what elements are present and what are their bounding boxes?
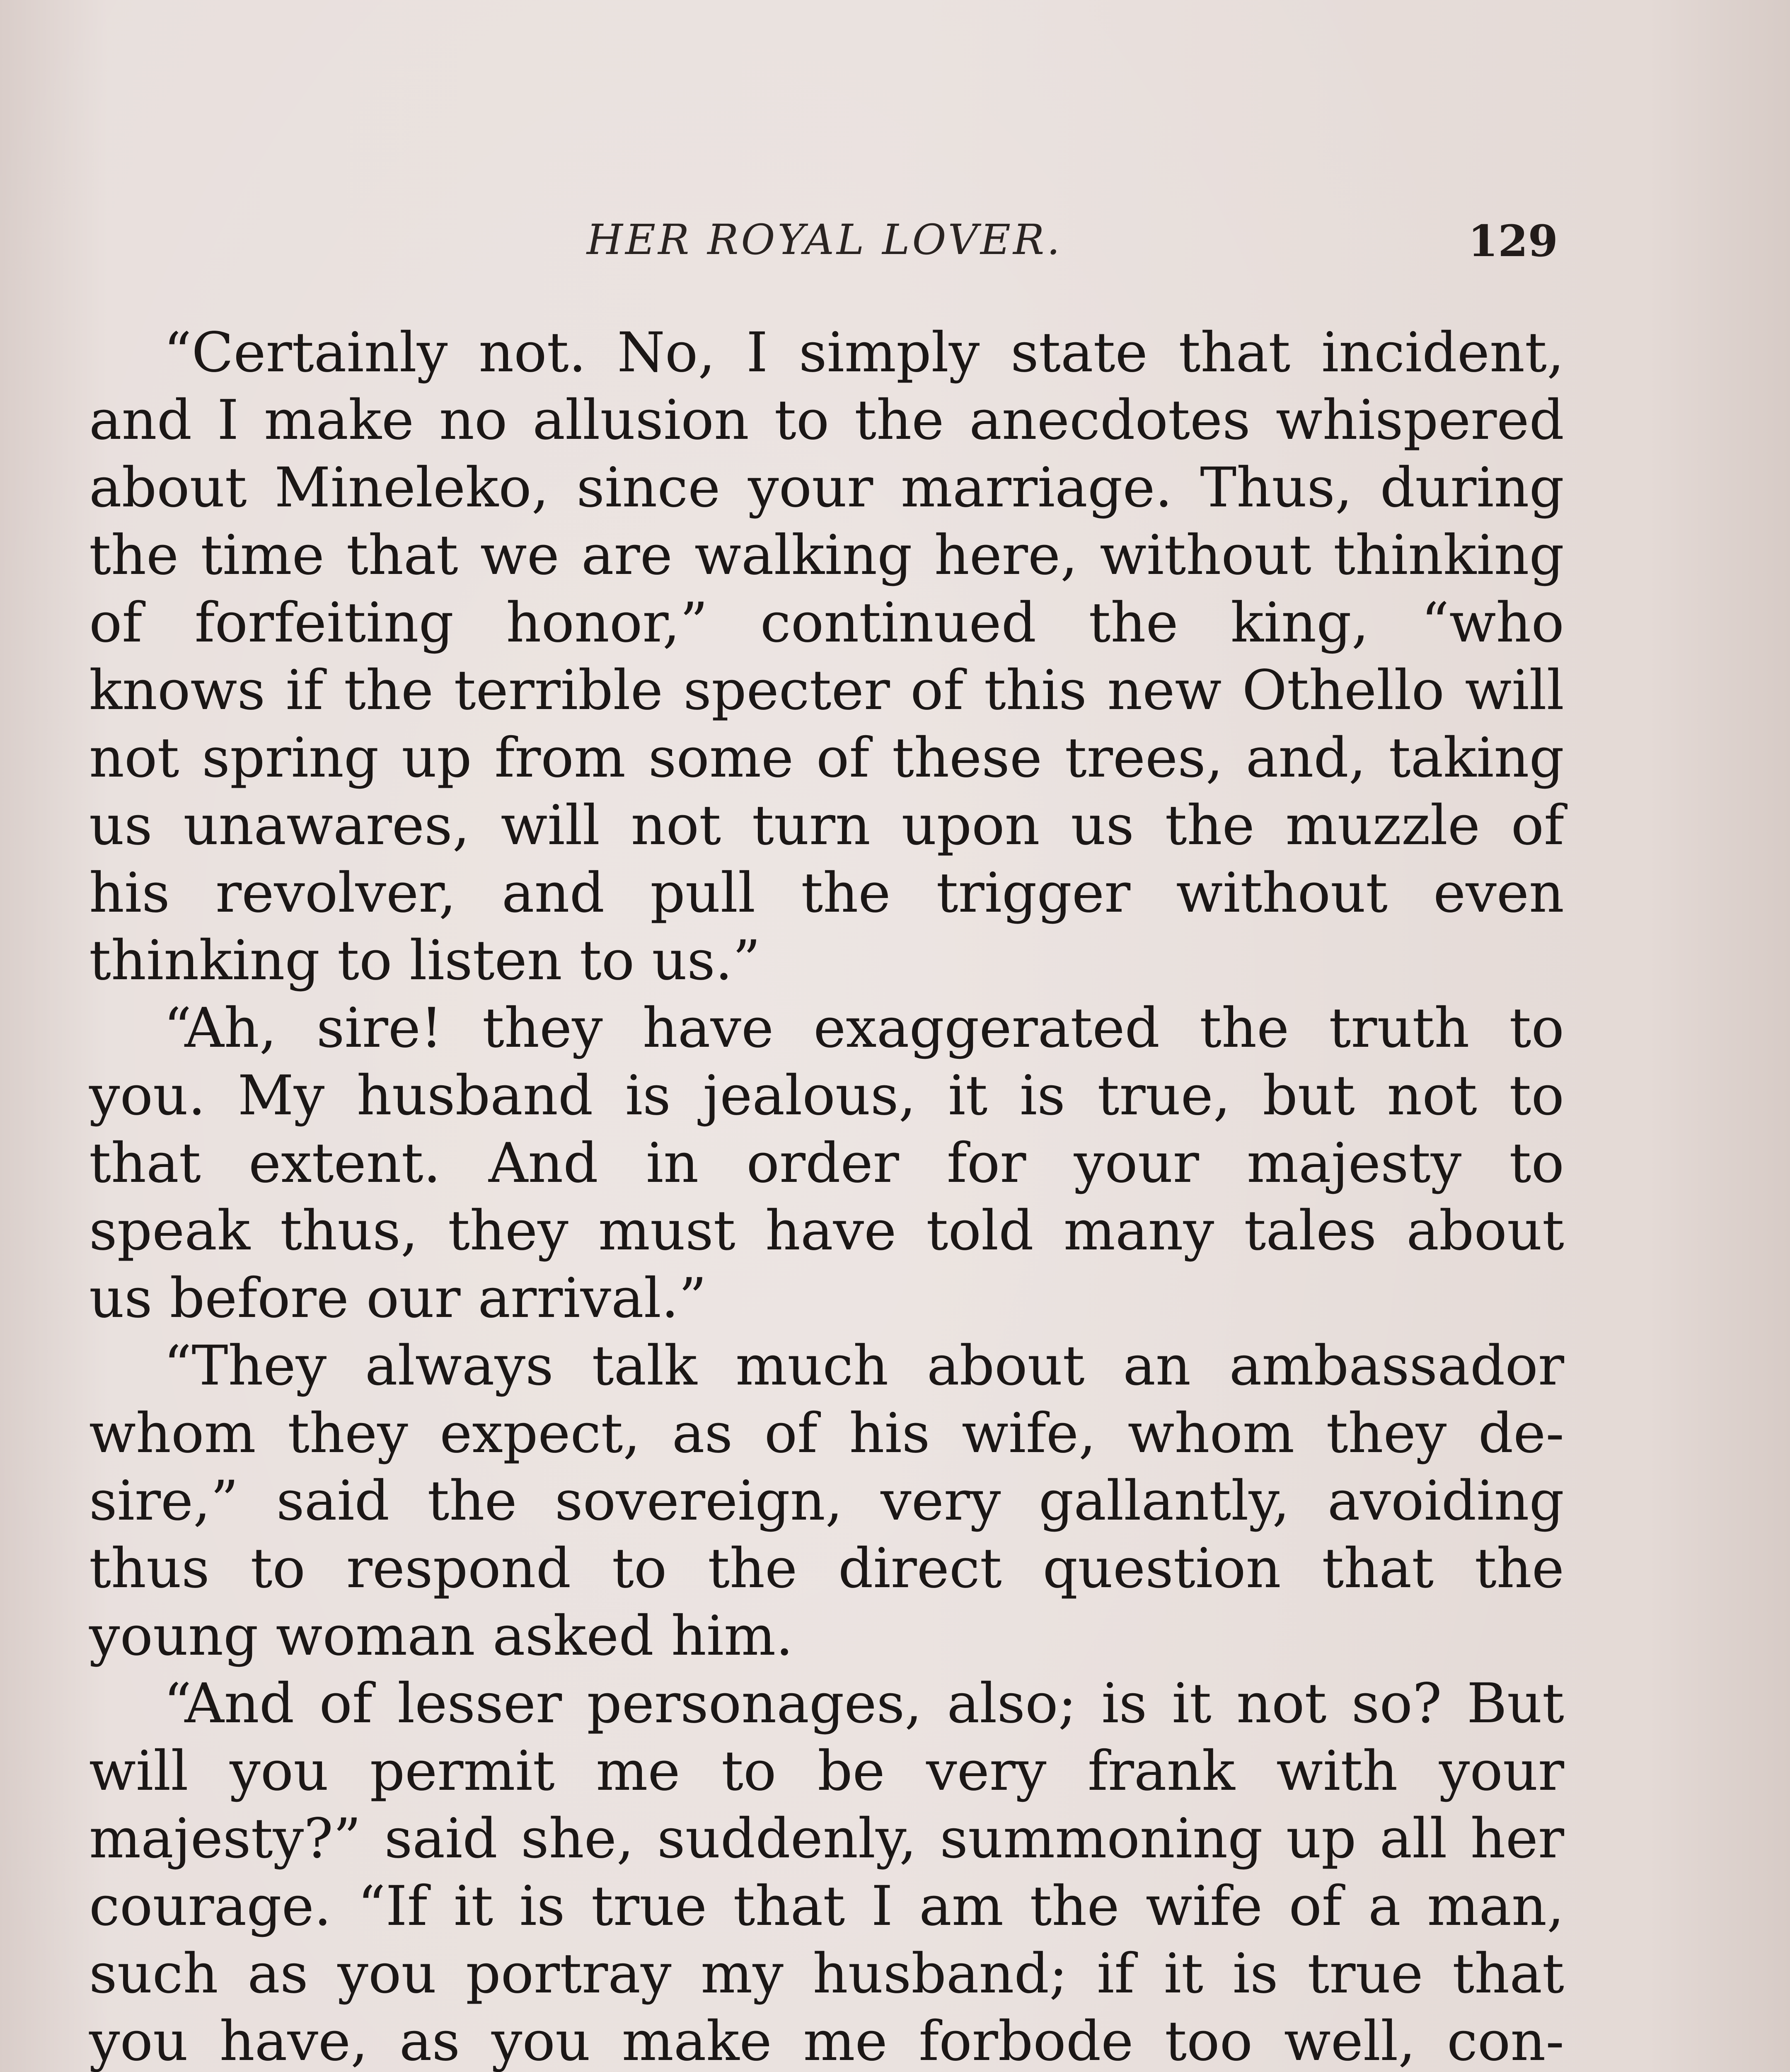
text-line: and I make no allusion to the anecdotes whispered [89, 388, 1564, 452]
text-line: you. My husband is jealous, it is true, but not to [89, 1064, 1564, 1128]
text-line: speak thus, they must have told many tales about [89, 1199, 1564, 1263]
text-line: us before our arrival.” [89, 1266, 707, 1330]
text-line: about Mineleko, since your marriage. Thus, during [89, 456, 1564, 520]
text-line: majesty?” said she, suddenly, summoning up all her [89, 1807, 1564, 1871]
page-header [91, 215, 1558, 278]
text-line: not spring up from some of these trees, and, taking [89, 726, 1564, 790]
text-line: knows if the terrible specter of this new Othello will [89, 658, 1564, 722]
text-line: thus to respond to the direct question that the [89, 1537, 1564, 1600]
text-line: courage. “If it is true that I am the wife of a man, [89, 1874, 1564, 1938]
text-line: whom they expect, as of his wife, whom they de- [89, 1402, 1564, 1465]
text-line: thinking to listen to us.” [89, 929, 761, 992]
text-line: that extent. And in order for your majesty to [89, 1131, 1564, 1195]
text-line: “They always talk much about an ambassador [164, 1334, 1564, 1398]
text-line: “And of lesser personages, also; is it not so? But [164, 1672, 1564, 1736]
text-line: of forfeiting honor,” continued the king, “who [89, 591, 1564, 655]
page-number: 129 [1468, 215, 1558, 266]
text-line: such as you portray my husband; if it is true that [89, 1942, 1564, 2006]
text-line: sire,” said the sovereign, very gallantly, avoiding [89, 1469, 1564, 1533]
text-line: his revolver, and pull the trigger without even [89, 861, 1564, 925]
text-line: you have, as you make me forbode too well, con- [89, 2009, 1564, 2072]
text-line: young woman asked him. [89, 1604, 793, 1668]
text-line: the time that we are walking here, without thinking [89, 523, 1564, 587]
body-text [89, 319, 1564, 2072]
text-line: “Ah, sire! they have exaggerated the truth to [164, 996, 1564, 1060]
text-line: will you permit me to be very frank with your [89, 1739, 1564, 1803]
text-line: “Certainly not. No, I simply state that incident, [164, 321, 1564, 385]
running-title: HER ROYAL LOVER. [586, 215, 1063, 264]
text-line: us unawares, will not turn upon us the muzzle of [89, 794, 1564, 857]
